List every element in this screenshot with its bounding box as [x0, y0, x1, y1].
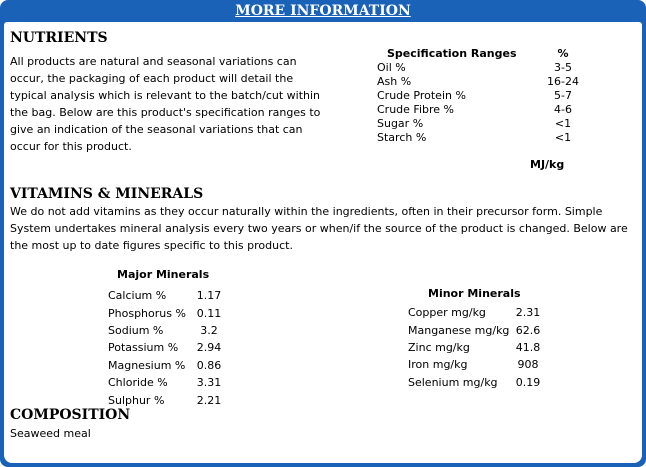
major-mineral-name: Phosphorus %	[108, 306, 186, 320]
minor-mineral-row	[408, 356, 544, 373]
minor-mineral-value: 41.8	[515, 340, 541, 354]
major-mineral-name: Sodium %	[108, 323, 164, 337]
spec-ranges-table	[377, 47, 593, 145]
major-mineral-value: 2.94	[196, 341, 222, 355]
spec-value: 4-6	[554, 103, 572, 116]
minor-mineral-row	[408, 321, 544, 338]
major-mineral-row	[108, 287, 228, 304]
spec-name: Ash %	[377, 75, 412, 88]
minor-mineral-name: Selenium mg/kg	[408, 375, 498, 389]
spec-name: Sugar %	[377, 117, 424, 130]
header-bar	[0, 0, 646, 22]
major-mineral-name: Magnesium %	[108, 358, 186, 372]
composition-text: Seaweed meal	[10, 427, 91, 440]
spec-row	[377, 75, 593, 89]
spec-row	[377, 131, 593, 145]
spec-name: Oil %	[377, 61, 406, 74]
spec-row	[377, 103, 593, 117]
major-mineral-row	[108, 374, 228, 391]
major-mineral-value: 0.11	[196, 306, 222, 320]
minor-minerals-table	[408, 304, 544, 391]
spec-name: Crude Fibre %	[377, 103, 454, 116]
major-mineral-value: 2.21	[196, 393, 222, 407]
spec-row	[377, 89, 593, 103]
major-mineral-name: Chloride %	[108, 376, 168, 390]
spec-row	[377, 117, 593, 131]
spec-value: 3-5	[554, 61, 572, 74]
spec-name: Crude Protein %	[377, 89, 466, 102]
minor-mineral-row	[408, 339, 544, 356]
major-mineral-value: 3.31	[196, 376, 222, 390]
nutrients-text: All products are natural and seasonal variations can occur, the packaging of each product will detail the typical analysis which is relevant to the batch/cut within the bag. Below are this product's specification ranges to give an indication of the seasonal variations that can occur for this product.	[10, 55, 321, 153]
energy-label: MJ/kg	[530, 158, 565, 171]
vitamins-text: We do not add vitamins as they occur naturally within the ingredients, often in their precursor form. Simple System undertakes mineral analysis every two years or when/if the source of the product is changed. Below are the most up to date figures specific to this product.	[10, 205, 628, 252]
major-minerals-table	[108, 287, 228, 409]
minor-mineral-name: Manganese mg/kg	[408, 323, 510, 337]
major-minerals-title: Major Minerals	[117, 268, 210, 281]
minor-mineral-value: 0.19	[515, 375, 541, 389]
more-information-link[interactable]: MORE INFORMATION	[235, 3, 411, 19]
minor-mineral-row	[408, 374, 544, 391]
spec-value: 5-7	[554, 89, 572, 102]
spec-name: Starch %	[377, 131, 427, 144]
pct-header: %	[557, 47, 569, 60]
minor-mineral-name: Zinc mg/kg	[408, 340, 470, 354]
minor-mineral-value: 62.6	[515, 323, 541, 337]
major-mineral-name: Calcium %	[108, 289, 167, 303]
minor-mineral-value: 908	[517, 358, 539, 372]
spec-value: 16-24	[547, 75, 579, 88]
major-mineral-value: 1.17	[196, 289, 222, 303]
minor-mineral-name: Iron mg/kg	[408, 358, 468, 372]
info-panel	[4, 22, 642, 463]
major-mineral-row	[108, 322, 228, 339]
vitamins-title: VITAMINS & MINERALS	[10, 186, 204, 202]
minor-mineral-row	[408, 304, 544, 321]
nutrients-title: NUTRIENTS	[10, 30, 108, 46]
major-mineral-row	[108, 339, 228, 356]
spec-value: <1	[554, 117, 572, 130]
spec-value: <1	[554, 131, 572, 144]
major-mineral-value: 0.86	[196, 358, 222, 372]
major-mineral-name: Sulphur %	[108, 393, 165, 407]
spec-row	[377, 61, 593, 75]
minor-mineral-value: 2.31	[515, 306, 541, 320]
minor-mineral-name: Copper mg/kg	[408, 306, 486, 320]
major-mineral-value: 3.2	[200, 323, 218, 337]
minor-minerals-title: Minor Minerals	[428, 287, 521, 300]
spec-ranges-header: Specification Ranges	[387, 47, 517, 60]
major-mineral-name: Potassium %	[108, 341, 179, 355]
major-mineral-row	[108, 304, 228, 321]
composition-title: COMPOSITION	[10, 407, 131, 423]
major-mineral-row	[108, 357, 228, 374]
